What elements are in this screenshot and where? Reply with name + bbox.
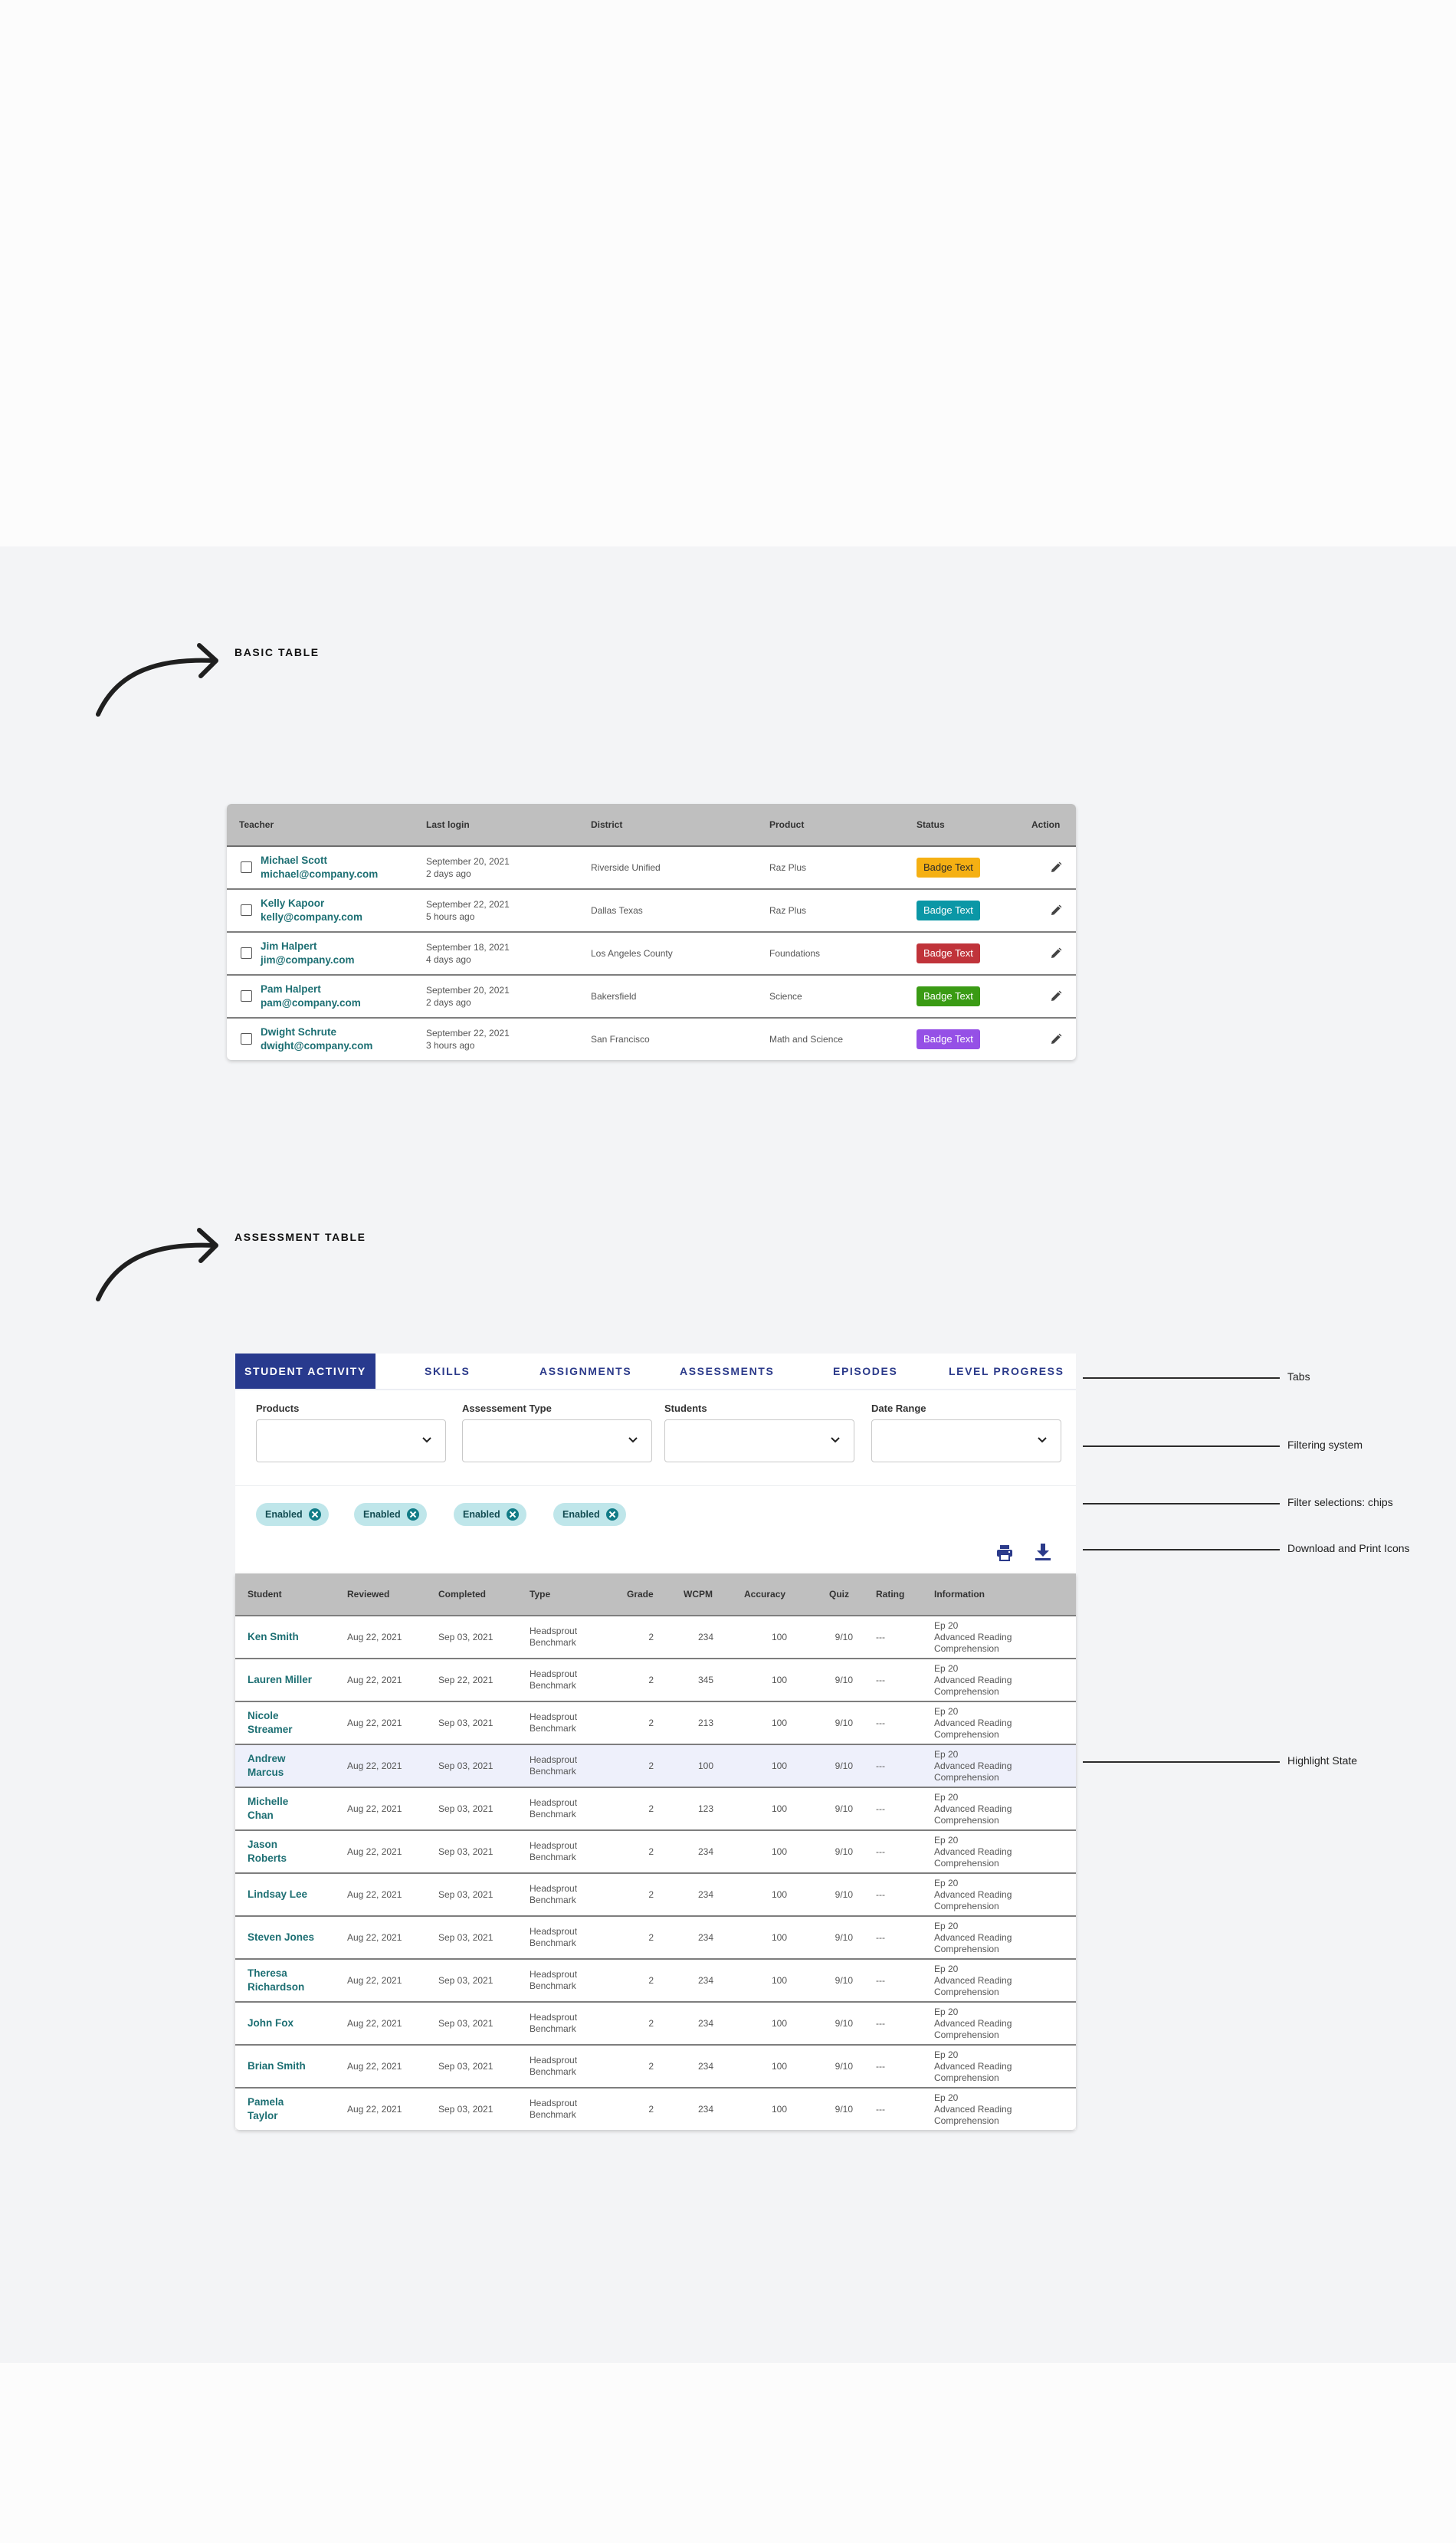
teacher-name-link[interactable]: Jim Halpert bbox=[261, 940, 317, 952]
type-cell: Benchmark bbox=[530, 2066, 576, 2077]
accuracy-cell: 100 bbox=[771, 2060, 787, 2072]
table-row[interactable] bbox=[235, 1658, 1076, 1701]
quiz-cell: 9/10 bbox=[835, 1974, 853, 1986]
quiz-cell: 9/10 bbox=[835, 1717, 853, 1728]
teacher-email-link[interactable]: michael@company.com bbox=[261, 868, 379, 880]
wcpm-cell: 234 bbox=[697, 1631, 713, 1642]
student-name-link[interactable]: Taylor bbox=[248, 2110, 278, 2121]
student-name-link[interactable]: Ken Smith bbox=[248, 1631, 299, 1642]
type-cell: Benchmark bbox=[530, 1980, 576, 1991]
info-cell: Advanced Reading bbox=[934, 2017, 1012, 2029]
filter-chip[interactable] bbox=[454, 1503, 526, 1526]
type-cell: Benchmark bbox=[530, 1852, 576, 1862]
date-range-select[interactable] bbox=[871, 1419, 1061, 1462]
type-cell: Benchmark bbox=[530, 1895, 576, 1905]
tab-episodes[interactable]: EPISODES bbox=[833, 1365, 898, 1377]
students-select[interactable] bbox=[664, 1419, 854, 1462]
student-name-link[interactable]: Roberts bbox=[248, 1852, 287, 1864]
basic-table bbox=[227, 804, 1076, 1060]
info-cell: Ep 20 bbox=[934, 1920, 959, 1931]
last-login-date: September 20, 2021 bbox=[426, 985, 510, 996]
type-cell: Headsprout bbox=[530, 1883, 578, 1894]
accuracy-cell: 100 bbox=[771, 1760, 787, 1771]
info-cell: Ep 20 bbox=[934, 1748, 959, 1760]
info-cell: Comprehension bbox=[934, 1900, 999, 1911]
table-row[interactable] bbox=[235, 2087, 1076, 2130]
close-icon[interactable] bbox=[507, 1508, 519, 1521]
table-row[interactable] bbox=[235, 2044, 1076, 2087]
last-login-date: September 22, 2021 bbox=[426, 899, 510, 910]
type-cell: Headsprout bbox=[530, 1969, 578, 1980]
reviewed-cell: Aug 22, 2021 bbox=[347, 1931, 402, 1943]
last-login-ago: 2 days ago bbox=[426, 868, 471, 879]
info-cell: Ep 20 bbox=[934, 1963, 959, 1974]
accuracy-cell: 100 bbox=[771, 1974, 787, 1986]
teacher-email-link[interactable]: jim@company.com bbox=[261, 954, 355, 966]
reviewed-cell: Aug 22, 2021 bbox=[347, 1846, 402, 1857]
close-icon[interactable] bbox=[407, 1508, 419, 1521]
quiz-cell: 9/10 bbox=[835, 2017, 853, 2029]
table-row-highlighted[interactable] bbox=[235, 1744, 1076, 1787]
filter-bar bbox=[235, 1390, 1076, 1486]
status-badge: Badge Text bbox=[917, 858, 980, 878]
accuracy-cell: 100 bbox=[771, 1631, 787, 1642]
student-name-link[interactable]: Lauren Miller bbox=[248, 1674, 313, 1685]
grade-cell: 2 bbox=[648, 1974, 654, 1986]
info-cell: Comprehension bbox=[934, 1986, 999, 1997]
completed-cell: Sep 03, 2021 bbox=[438, 1803, 494, 1814]
header-reviewed[interactable]: Reviewed bbox=[347, 1589, 390, 1600]
info-cell: Comprehension bbox=[934, 1943, 999, 1954]
filter-chip[interactable] bbox=[354, 1503, 427, 1526]
wcpm-cell: 234 bbox=[697, 2017, 713, 2029]
grade-cell: 2 bbox=[648, 1717, 654, 1728]
student-name-link[interactable]: Andrew bbox=[248, 1753, 286, 1764]
pencil-icon[interactable] bbox=[1050, 990, 1062, 1002]
info-cell: Advanced Reading bbox=[934, 1803, 1012, 1814]
close-icon[interactable] bbox=[309, 1508, 321, 1521]
district-cell: Riverside Unified bbox=[591, 862, 661, 873]
status-badge: Badge Text bbox=[917, 1029, 980, 1049]
annotation-highlight: Highlight State bbox=[1287, 1754, 1358, 1767]
curved-arrow-icon bbox=[92, 1219, 222, 1304]
student-name-link[interactable]: Theresa bbox=[248, 1967, 287, 1979]
rating-cell: --- bbox=[876, 1674, 885, 1685]
info-cell: Advanced Reading bbox=[934, 1974, 1012, 1986]
type-cell: Headsprout bbox=[530, 1669, 578, 1679]
last-login-ago: 2 days ago bbox=[426, 997, 471, 1008]
teacher-name-link[interactable]: Dwight Schrute bbox=[261, 1026, 337, 1038]
curved-arrow-icon bbox=[92, 635, 222, 719]
pencil-icon[interactable] bbox=[1050, 861, 1062, 874]
tab-assignments[interactable]: ASSIGNMENTS bbox=[539, 1365, 632, 1377]
chevron-down-icon bbox=[831, 1437, 840, 1443]
type-cell: Headsprout bbox=[530, 1926, 578, 1937]
chip-label: Enabled bbox=[363, 1509, 401, 1520]
quiz-cell: 9/10 bbox=[835, 1674, 853, 1685]
annotation-filtering: Filtering system bbox=[1287, 1439, 1363, 1451]
tab-student-activity[interactable]: STUDENT ACTIVITY bbox=[235, 1354, 375, 1389]
last-login-ago: 3 hours ago bbox=[426, 1040, 475, 1051]
type-cell: Benchmark bbox=[530, 1938, 576, 1948]
product-cell: Science bbox=[769, 991, 802, 1002]
district-cell: Dallas Texas bbox=[591, 905, 643, 916]
header-accuracy[interactable]: Accuracy bbox=[744, 1589, 786, 1600]
student-name-link[interactable]: Steven Jones bbox=[248, 1931, 315, 1943]
pencil-icon[interactable] bbox=[1050, 904, 1062, 917]
close-icon[interactable] bbox=[606, 1508, 618, 1521]
info-cell: Advanced Reading bbox=[934, 1931, 1012, 1943]
tab-assessments[interactable]: ASSESSMENTS bbox=[680, 1365, 775, 1377]
grade-cell: 2 bbox=[648, 1888, 654, 1900]
annotation-line bbox=[1083, 1549, 1280, 1550]
chevron-down-icon bbox=[1038, 1437, 1047, 1443]
teacher-name-link[interactable]: Pam Halpert bbox=[261, 983, 321, 995]
tab-level-progress[interactable]: LEVEL PROGRESS bbox=[949, 1365, 1064, 1377]
assessment-table bbox=[235, 1573, 1076, 2130]
annotation-line bbox=[1083, 1445, 1280, 1447]
wcpm-cell: 234 bbox=[697, 1974, 713, 1986]
product-cell: Foundations bbox=[769, 948, 821, 959]
product-cell: Raz Plus bbox=[769, 905, 807, 916]
teacher-email-link[interactable]: pam@company.com bbox=[261, 997, 361, 1009]
completed-cell: Sep 03, 2021 bbox=[438, 1717, 494, 1728]
reviewed-cell: Aug 22, 2021 bbox=[347, 1803, 402, 1814]
header-information: Information bbox=[934, 1589, 985, 1600]
reviewed-cell: Aug 22, 2021 bbox=[347, 2060, 402, 2072]
table-row[interactable] bbox=[227, 1017, 1076, 1060]
table-row[interactable] bbox=[235, 1701, 1076, 1744]
quiz-cell: 9/10 bbox=[835, 2060, 853, 2072]
info-cell: Ep 20 bbox=[934, 2006, 959, 2017]
completed-cell: Sep 03, 2021 bbox=[438, 2017, 494, 2029]
wcpm-cell: 234 bbox=[697, 2103, 713, 2115]
info-cell: Ep 20 bbox=[934, 1662, 959, 1674]
last-login-date: September 20, 2021 bbox=[426, 856, 510, 867]
rating-cell: --- bbox=[876, 2017, 885, 2029]
table-row[interactable] bbox=[227, 845, 1076, 888]
accuracy-cell: 100 bbox=[771, 1674, 787, 1685]
table-row[interactable] bbox=[227, 888, 1076, 931]
completed-cell: Sep 03, 2021 bbox=[438, 1931, 494, 1943]
info-cell: Ep 20 bbox=[934, 1619, 959, 1631]
type-cell: Benchmark bbox=[530, 1637, 576, 1648]
quiz-cell: 9/10 bbox=[835, 1760, 853, 1771]
filter-label-students: Students bbox=[664, 1403, 707, 1414]
filter-chip[interactable] bbox=[256, 1503, 329, 1526]
tab-skills[interactable]: SKILLS bbox=[425, 1365, 471, 1377]
header-action: Action bbox=[1031, 819, 1061, 830]
info-cell: Comprehension bbox=[934, 1771, 999, 1783]
type-cell: Benchmark bbox=[530, 1680, 576, 1691]
student-name-link[interactable]: Marcus bbox=[248, 1767, 284, 1778]
header-wcpm[interactable]: WCPM bbox=[684, 1589, 713, 1600]
type-cell: Benchmark bbox=[530, 1723, 576, 1734]
header-rating[interactable]: Rating bbox=[876, 1589, 905, 1600]
annotation-line bbox=[1083, 1503, 1280, 1504]
type-cell: Headsprout bbox=[530, 1840, 578, 1851]
type-cell: Benchmark bbox=[530, 1809, 576, 1819]
annotation-icons: Download and Print Icons bbox=[1287, 1542, 1410, 1554]
assessment-table-label: ASSESSMENT TABLE bbox=[234, 1231, 366, 1243]
grade-cell: 2 bbox=[648, 1803, 654, 1814]
wcpm-cell: 345 bbox=[697, 1674, 713, 1685]
download-icon[interactable] bbox=[1035, 1543, 1051, 1561]
completed-cell: Sep 03, 2021 bbox=[438, 1760, 494, 1771]
grade-cell: 2 bbox=[648, 2017, 654, 2029]
chevron-down-icon bbox=[628, 1437, 638, 1443]
last-login-date: September 22, 2021 bbox=[426, 1028, 510, 1039]
quiz-cell: 9/10 bbox=[835, 1631, 853, 1642]
status-badge: Badge Text bbox=[917, 943, 980, 963]
rating-cell: --- bbox=[876, 2103, 885, 2115]
type-cell: Headsprout bbox=[530, 2055, 578, 2066]
info-cell: Ep 20 bbox=[934, 2092, 959, 2103]
rating-cell: --- bbox=[876, 2060, 885, 2072]
tab-bar bbox=[235, 1354, 1076, 1390]
quiz-cell: 9/10 bbox=[835, 1803, 853, 1814]
wcpm-cell: 234 bbox=[697, 1931, 713, 1943]
grade-cell: 2 bbox=[648, 1760, 654, 1771]
info-cell: Ep 20 bbox=[934, 1834, 959, 1846]
wcpm-cell: 234 bbox=[697, 1888, 713, 1900]
product-cell: Raz Plus bbox=[769, 862, 807, 873]
header-completed[interactable]: Completed bbox=[438, 1589, 487, 1600]
last-login-date: September 18, 2021 bbox=[426, 942, 510, 953]
row-checkbox[interactable] bbox=[241, 904, 252, 916]
type-cell: Benchmark bbox=[530, 2109, 576, 2120]
annotation-chips: Filter selections: chips bbox=[1287, 1496, 1393, 1508]
teacher-email-link[interactable]: kelly@company.com bbox=[261, 911, 362, 923]
teacher-name-link[interactable]: Kelly Kapoor bbox=[261, 897, 325, 909]
table-row[interactable] bbox=[235, 1615, 1076, 1658]
row-checkbox[interactable] bbox=[241, 861, 252, 873]
header-grade[interactable]: Grade bbox=[627, 1589, 654, 1600]
info-cell: Advanced Reading bbox=[934, 2103, 1012, 2115]
wcpm-cell: 234 bbox=[697, 2060, 713, 2072]
info-cell: Advanced Reading bbox=[934, 1760, 1012, 1771]
reviewed-cell: Aug 22, 2021 bbox=[347, 1631, 402, 1642]
info-cell: Advanced Reading bbox=[934, 1888, 1012, 1900]
rating-cell: --- bbox=[876, 1803, 885, 1814]
grade-cell: 2 bbox=[648, 1631, 654, 1642]
table-row[interactable] bbox=[235, 2001, 1076, 2044]
header-student[interactable]: Student bbox=[248, 1589, 282, 1600]
table-header bbox=[235, 1573, 1076, 1615]
rating-cell: --- bbox=[876, 1931, 885, 1943]
chip-label: Enabled bbox=[562, 1509, 600, 1520]
header-product[interactable]: Product bbox=[769, 819, 805, 830]
teacher-name-link[interactable]: Michael Scott bbox=[261, 855, 328, 866]
student-name-link[interactable]: Brian Smith bbox=[248, 2060, 306, 2072]
type-cell: Headsprout bbox=[530, 1754, 578, 1765]
wcpm-cell: 234 bbox=[697, 1846, 713, 1857]
accuracy-cell: 100 bbox=[771, 2103, 787, 2115]
table-header bbox=[227, 804, 1076, 845]
student-name-link[interactable]: Jason bbox=[248, 1839, 278, 1850]
info-cell: Advanced Reading bbox=[934, 1631, 1012, 1642]
grade-cell: 2 bbox=[648, 1846, 654, 1857]
info-cell: Comprehension bbox=[934, 2029, 999, 2040]
chip-label: Enabled bbox=[463, 1509, 500, 1520]
info-cell: Ep 20 bbox=[934, 2049, 959, 2060]
accuracy-cell: 100 bbox=[771, 2017, 787, 2029]
header-type[interactable]: Type bbox=[530, 1589, 551, 1600]
completed-cell: Sep 22, 2021 bbox=[438, 1674, 494, 1685]
district-cell: Los Angeles County bbox=[591, 948, 673, 959]
wcpm-cell: 123 bbox=[697, 1803, 713, 1814]
annotation-line bbox=[1083, 1377, 1280, 1379]
table-row[interactable] bbox=[235, 1915, 1076, 1958]
annotation-tabs: Tabs bbox=[1287, 1370, 1310, 1383]
table-row[interactable] bbox=[235, 1787, 1076, 1829]
student-name-link[interactable]: Richardson bbox=[248, 1981, 305, 1993]
last-login-ago: 4 days ago bbox=[426, 954, 471, 965]
rating-cell: --- bbox=[876, 1974, 885, 1986]
header-status[interactable]: Status bbox=[917, 819, 945, 830]
reviewed-cell: Aug 22, 2021 bbox=[347, 1974, 402, 1986]
rating-cell: --- bbox=[876, 1760, 885, 1771]
table-row[interactable] bbox=[235, 1829, 1076, 1872]
student-name-link[interactable]: John Fox bbox=[248, 2017, 293, 2029]
row-checkbox[interactable] bbox=[241, 1033, 252, 1045]
accuracy-cell: 100 bbox=[771, 1846, 787, 1857]
info-cell: Advanced Reading bbox=[934, 2060, 1012, 2072]
accuracy-cell: 100 bbox=[771, 1931, 787, 1943]
student-name-link[interactable]: Chan bbox=[248, 1810, 274, 1821]
filter-label-products: Products bbox=[256, 1403, 300, 1414]
table-row[interactable] bbox=[235, 1958, 1076, 2001]
student-name-link[interactable]: Michelle bbox=[248, 1796, 289, 1807]
assessment-panel bbox=[235, 1354, 1076, 2130]
grade-cell: 2 bbox=[648, 1674, 654, 1685]
wcpm-cell: 100 bbox=[697, 1760, 713, 1771]
district-cell: San Francisco bbox=[591, 1034, 650, 1045]
type-cell: Benchmark bbox=[530, 1766, 576, 1777]
accuracy-cell: 100 bbox=[771, 1803, 787, 1814]
row-checkbox[interactable] bbox=[241, 947, 252, 959]
pencil-icon[interactable] bbox=[1050, 1033, 1062, 1045]
products-select[interactable] bbox=[256, 1419, 446, 1462]
completed-cell: Sep 03, 2021 bbox=[438, 1846, 494, 1857]
type-cell: Headsprout bbox=[530, 1711, 578, 1722]
last-login-ago: 5 hours ago bbox=[426, 911, 475, 922]
rating-cell: --- bbox=[876, 1846, 885, 1857]
type-cell: Benchmark bbox=[530, 2023, 576, 2034]
quiz-cell: 9/10 bbox=[835, 1846, 853, 1857]
quiz-cell: 9/10 bbox=[835, 2103, 853, 2115]
teacher-email-link[interactable]: dwight@company.com bbox=[261, 1040, 373, 1052]
info-cell: Ep 20 bbox=[934, 1705, 959, 1717]
product-cell: Math and Science bbox=[769, 1034, 844, 1045]
info-cell: Advanced Reading bbox=[934, 1717, 1012, 1728]
table-row[interactable] bbox=[227, 974, 1076, 1017]
chevron-down-icon bbox=[422, 1437, 431, 1443]
grade-cell: 2 bbox=[648, 1931, 654, 1943]
district-cell: Bakersfield bbox=[591, 991, 637, 1002]
info-cell: Comprehension bbox=[934, 1814, 999, 1826]
print-icon[interactable] bbox=[996, 1544, 1013, 1561]
basic-table-label: BASIC TABLE bbox=[234, 646, 320, 658]
header-quiz[interactable]: Quiz bbox=[829, 1589, 849, 1600]
table-row[interactable] bbox=[235, 1872, 1076, 1915]
type-cell: Headsprout bbox=[530, 1626, 578, 1636]
filter-chip[interactable] bbox=[553, 1503, 626, 1526]
quiz-cell: 9/10 bbox=[835, 1931, 853, 1943]
info-cell: Comprehension bbox=[934, 1728, 999, 1740]
header-last-login[interactable]: Last login bbox=[426, 819, 470, 830]
type-cell: Headsprout bbox=[530, 1797, 578, 1808]
pencil-icon[interactable] bbox=[1050, 947, 1062, 960]
filter-label-assessment-type: Assessement Type bbox=[462, 1403, 552, 1414]
export-toolbar bbox=[235, 1540, 1076, 1573]
info-cell: Comprehension bbox=[934, 1642, 999, 1654]
status-badge: Badge Text bbox=[917, 901, 980, 920]
reviewed-cell: Aug 22, 2021 bbox=[347, 2103, 402, 2115]
reviewed-cell: Aug 22, 2021 bbox=[347, 1888, 402, 1900]
wcpm-cell: 213 bbox=[697, 1717, 713, 1728]
rating-cell: --- bbox=[876, 1717, 885, 1728]
info-cell: Comprehension bbox=[934, 2072, 999, 2083]
reviewed-cell: Aug 22, 2021 bbox=[347, 1717, 402, 1728]
completed-cell: Sep 03, 2021 bbox=[438, 1888, 494, 1900]
info-cell: Advanced Reading bbox=[934, 1674, 1012, 1685]
rating-cell: --- bbox=[876, 1631, 885, 1642]
completed-cell: Sep 03, 2021 bbox=[438, 1631, 494, 1642]
student-name-link[interactable]: Pamela bbox=[248, 2096, 284, 2108]
info-cell: Ep 20 bbox=[934, 1877, 959, 1888]
completed-cell: Sep 03, 2021 bbox=[438, 2103, 494, 2115]
completed-cell: Sep 03, 2021 bbox=[438, 2060, 494, 2072]
accuracy-cell: 100 bbox=[771, 1717, 787, 1728]
filter-chips bbox=[235, 1486, 1076, 1540]
chip-label: Enabled bbox=[265, 1509, 303, 1520]
grade-cell: 2 bbox=[648, 2060, 654, 2072]
type-cell: Headsprout bbox=[530, 2012, 578, 2023]
quiz-cell: 9/10 bbox=[835, 1888, 853, 1900]
student-name-link[interactable]: Nicole bbox=[248, 1710, 279, 1721]
reviewed-cell: Aug 22, 2021 bbox=[347, 1674, 402, 1685]
annotation-line bbox=[1083, 1761, 1280, 1763]
info-cell: Comprehension bbox=[934, 1685, 999, 1697]
info-cell: Comprehension bbox=[934, 2115, 999, 2126]
table-row[interactable] bbox=[227, 931, 1076, 974]
header-teacher[interactable]: Teacher bbox=[239, 819, 274, 830]
status-badge: Badge Text bbox=[917, 986, 980, 1006]
accuracy-cell: 100 bbox=[771, 1888, 787, 1900]
completed-cell: Sep 03, 2021 bbox=[438, 1974, 494, 1986]
info-cell: Advanced Reading bbox=[934, 1846, 1012, 1857]
header-district[interactable]: District bbox=[591, 819, 623, 830]
student-name-link[interactable]: Lindsay Lee bbox=[248, 1888, 308, 1900]
rating-cell: --- bbox=[876, 1888, 885, 1900]
filter-label-date-range: Date Range bbox=[871, 1403, 926, 1414]
assessment-type-select[interactable] bbox=[462, 1419, 652, 1462]
row-checkbox[interactable] bbox=[241, 990, 252, 1002]
reviewed-cell: Aug 22, 2021 bbox=[347, 1760, 402, 1771]
info-cell: Comprehension bbox=[934, 1857, 999, 1869]
info-cell: Ep 20 bbox=[934, 1791, 959, 1803]
reviewed-cell: Aug 22, 2021 bbox=[347, 2017, 402, 2029]
student-name-link[interactable]: Streamer bbox=[248, 1724, 293, 1735]
grade-cell: 2 bbox=[648, 2103, 654, 2115]
type-cell: Headsprout bbox=[530, 2098, 578, 2108]
